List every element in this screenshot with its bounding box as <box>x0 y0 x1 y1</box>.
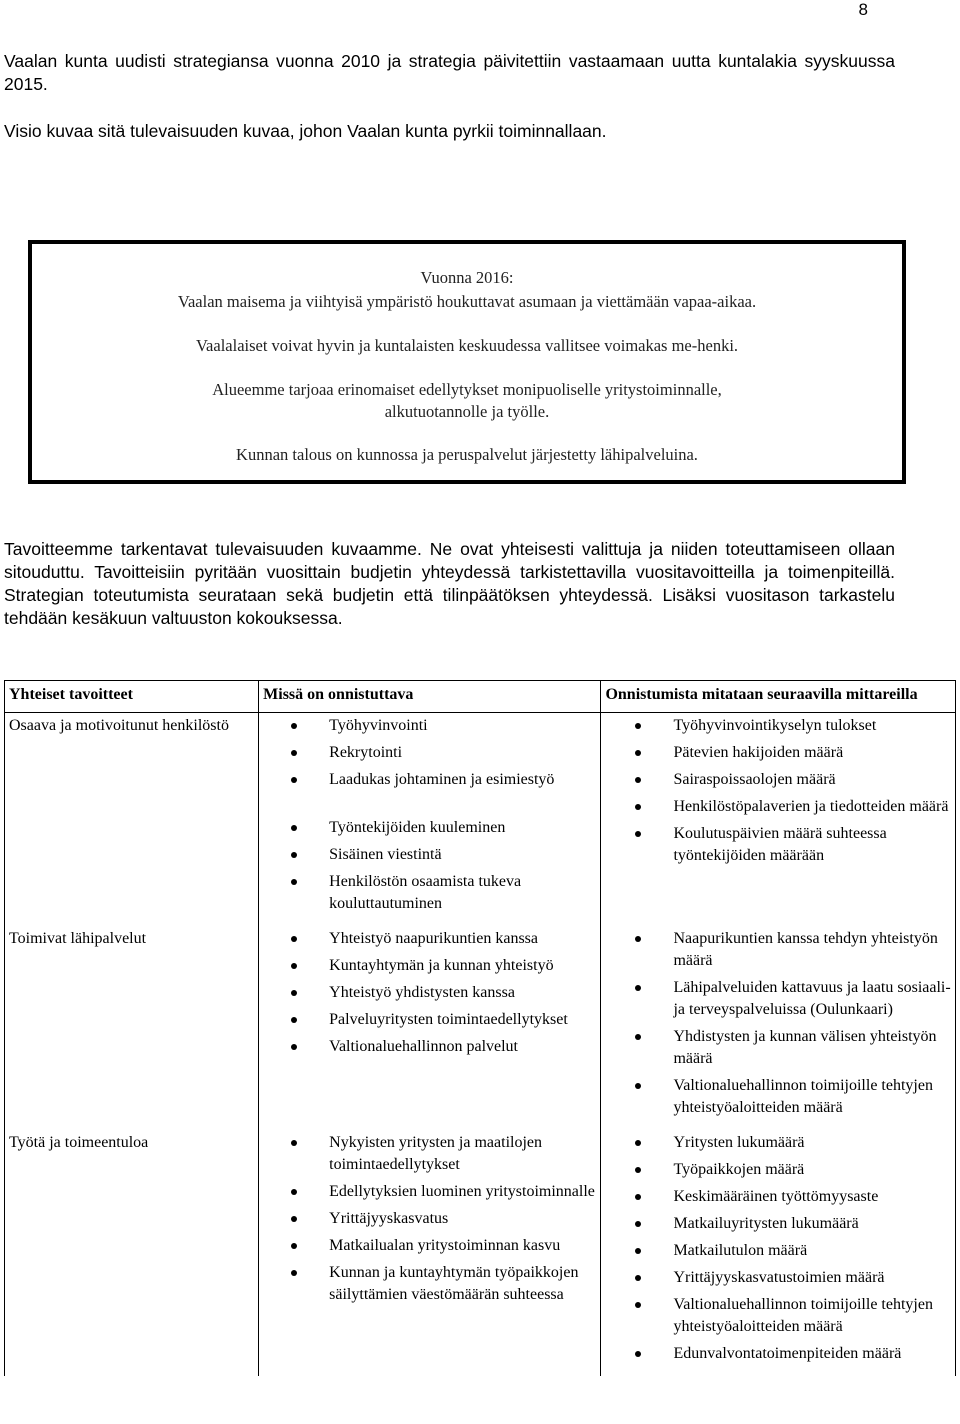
table-row <box>5 1130 956 1376</box>
vision-line: Kunnan talous on kunnossa ja peruspalvelut järjestetty lähipalveluina. <box>236 445 698 464</box>
list-item: Keskimääräinen työttömyysaste <box>605 1186 951 1208</box>
list-item: Yhdistysten ja kunnan välisen yhteistyön määrä <box>605 1026 951 1070</box>
list-item: Rekrytointi <box>263 742 596 764</box>
list-item: Edunvalvontatoimenpiteiden määrä <box>605 1343 951 1365</box>
column-header: Yhteiset tavoitteet <box>5 681 259 713</box>
vision-line <box>32 379 902 423</box>
list-item: Henkilöstön osaamista tukeva kouluttautuminen <box>263 871 596 915</box>
list-item: Naapurikuntien kanssa tehdyn yhteistyön määrä <box>605 928 951 972</box>
metrics-cell <box>601 926 956 1130</box>
list-item: Lähipalveluiden kattavuus ja laatu sosiaali- ja terveyspalveluissa (Oulunkaari) <box>605 977 951 1021</box>
table-row <box>5 713 956 927</box>
list-item: Koulutuspäivien määrä suhteessa työntekijöiden määrään <box>605 823 951 867</box>
vision-line: Vaalan maisema ja viihtyisä ympäristö houkuttavat asumaan ja viettämään vapaa-aikaa. <box>177 292 757 311</box>
list-item: Valtionaluehallinnon toimijoille tehtyjen yhteistyöaloitteiden määrä <box>605 1294 951 1338</box>
list-item: Yrittäjyyskasvatus <box>263 1208 596 1230</box>
vision-intro-paragraph: Visio kuvaa sitä tulevaisuuden kuvaa, johon Vaalan kunta pyrkii toiminnallaan. <box>4 121 607 141</box>
list-item: Pätevien hakijoiden määrä <box>605 742 951 764</box>
list-item: Työntekijöiden kuuleminen <box>263 817 596 839</box>
goal-cell: Osaava ja motivoitunut henkilöstö <box>5 713 259 927</box>
vision-box <box>28 240 906 484</box>
metrics-cell <box>601 1130 956 1376</box>
list-item: Yrittäjyyskasvatustoimien määrä <box>605 1267 951 1289</box>
success-cell <box>259 926 601 1130</box>
list-item: Matkailutulon määrä <box>605 1240 951 1262</box>
list-item: Yritysten lukumäärä <box>605 1132 951 1154</box>
list-item: Valtionaluehallinnon toimijoille tehtyjen yhteistyöaloitteiden määrä <box>605 1075 951 1119</box>
list-item: Työhyvinvointikyselyn tulokset <box>605 715 951 737</box>
column-header: Missä on onnistuttava <box>259 681 601 713</box>
vision-title: Vuonna 2016: <box>420 268 514 287</box>
list-item: Kunnan ja kuntayhtymän työpaikkojen säilyttämien väestömäärän suhteessa <box>263 1262 596 1306</box>
list-item: Matkailualan yritystoiminnan kasvu <box>263 1235 596 1257</box>
goal-cell: Työtä ja toimeentuloa <box>5 1130 259 1376</box>
vision-line-part: Alueemme tarjoaa erinomaiset edellytykset monipuoliselle yritystoiminnalle, <box>212 380 722 399</box>
list-item: Työpaikkojen määrä <box>605 1159 951 1181</box>
list-item: Henkilöstöpalaverien ja tiedotteiden määrä <box>605 796 951 818</box>
list-item: Laadukas johtaminen ja esimiestyö <box>263 769 596 791</box>
list-item: Matkailuyritysten lukumäärä <box>605 1213 951 1235</box>
success-cell <box>259 713 601 927</box>
list-item: Yhteistyö yhdistysten kanssa <box>263 982 596 1004</box>
list-item: Palveluyritysten toimintaedellytykset <box>263 1009 596 1031</box>
goals-paragraph: Tavoitteemme tarkentavat tulevaisuuden kuvaamme. Ne ovat yhteisesti valittuja ja niiden toteuttamiseen ollaan sitouduttu. Tavoitteisiin pyritään vuosittain budjetin yhteydessä tarkistettavilla vuositavoitteilla ja toimenpiteillä. Strategian toteutumista seurataan sekä budjetin että tilinpäätöksen yhteydessä. Lisäksi vuositason tarkastelu tehdään kesäkuun valtuuston kokouksessa. <box>4 539 895 628</box>
metrics-cell <box>601 713 956 927</box>
goal-cell: Toimivat lähipalvelut <box>5 926 259 1130</box>
table-header-row <box>5 681 956 713</box>
success-cell <box>259 1130 601 1376</box>
list-item: Työhyvinvointi <box>263 715 596 737</box>
strategy-goals-table <box>4 680 956 1376</box>
column-header: Onnistumista mitataan seuraavilla mittareilla <box>601 681 956 713</box>
list-item: Sisäinen viestintä <box>263 844 596 866</box>
vision-line: Vaalalaiset voivat hyvin ja kuntalaisten keskuudessa vallitsee voimakas me-henki. <box>195 336 739 355</box>
table-row <box>5 926 956 1130</box>
list-item: Edellytyksien luominen yritystoiminnalle <box>263 1181 596 1203</box>
intro-paragraph: Vaalan kunta uudisti strategiansa vuonna 2010 ja strategia päivitettiin vastaamaan uutta kuntalakia syyskuussa 2015. <box>4 51 895 94</box>
page-number: 8 <box>858 0 868 19</box>
list-item: Nykyisten yritysten ja maatilojen toimintaedellytykset <box>263 1132 596 1176</box>
list-item: Valtionaluehallinnon palvelut <box>263 1036 596 1058</box>
list-item: Yhteistyö naapurikuntien kanssa <box>263 928 596 950</box>
vision-line-part: alkutuotannolle ja työlle. <box>384 402 550 421</box>
list-item: Kuntayhtymän ja kunnan yhteistyö <box>263 955 596 977</box>
list-item: Sairaspoissaolojen määrä <box>605 769 951 791</box>
